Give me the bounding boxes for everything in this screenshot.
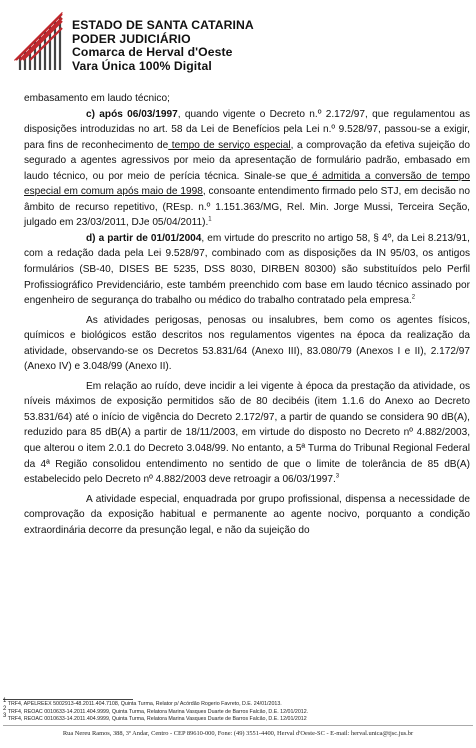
item-d-label: d) a partir de 01/01/2004: [86, 232, 202, 244]
footnote-divider: [3, 699, 133, 700]
page-footer: Rua Nereu Ramos, 388, 3º Andar, Centro - CEP 89610-000, Fone: (49) 3551-4400, Herval d'Oeste-SC - E-mail: herval.unica@tjsc.jus.br: [62, 730, 414, 737]
header-vara: Vara Única 100% Digital: [72, 59, 212, 74]
header-power: PODER JUDICIÁRIO: [72, 31, 191, 46]
paragraph-professional-group: A atividade especial, enquadrada por grupo profissional, dispensa a necessidade de comprovação da exposição habitual e permanente ao agente nocivo, porquanto a condição extraordinária decorre da presunção legal, e não da sujeição do: [24, 493, 470, 536]
paragraph-agents: As atividades perigosas, penosas ou insalubres, bem como os agentes físicos, químicos e biológicos estão descritos nos regulamentos vigentes na época da realização da atividade, observando-se os Decretos 53.831/64 (Anexo III), 83.080/79 (Anexos I e II), 2.172/97 (Anexo IV) e 3.048/99 (Anexo II).: [24, 314, 470, 373]
paragraph-0: embasamento em laudo técnico;: [24, 93, 170, 104]
document-header: [14, 12, 454, 82]
paragraph-item-d: d) a partir de 01/01/2004, em virtude do prescrito no artigo 58, § 4º, da Lei 8.213/91, com a redação dada pela Lei 9.528/97, combinado com as disposições da IN 95/03, os antigos formulários (SB-40, DISES BE 5235, DSS 8030, DIRBEN 80300) são substituídos pelo Perfil Profissiográfico Previdenciário, este também preenchido com base em laudo técnico assinado por engenheiro de segurança do trabalho ou médico do trabalho contratado pela empresa.$^2$: [24, 232, 470, 307]
footnote-ref-2: 2: [411, 294, 416, 301]
footer-divider: [3, 725, 473, 726]
footnotes: [3, 698, 473, 724]
header-state: ESTADO DE SANTA CATARINA: [72, 18, 254, 32]
court-logo-icon: [14, 12, 64, 72]
underline-tempo-especial: tempo de serviço especial: [168, 139, 291, 151]
paragraph-item-c: c) após 06/03/1997, quando vigente o Decreto n.º 2.172/97, que regulamentou as disposições introduzidas no art. 58 da Lei de Benefícios pela Lei n.º 9.528/97, passou-se a exigir, para fins de reconhecimento de tempo de serviço especial, a comprovação da efetiva sujeição do segurado a agentes agressivos por meio da apresentação de formulário padrão, embasado em laudo técnico, ou por meio de perícia técnica. Sinale-se que é admitida a conversão de tempo especial em comum após maio de 1998, consoante entendimento firmado pelo STJ, em decisão no âmbito de recurso repetitivo, (REsp. n.º 1.151.363/MG, Rel. Min. Jorge Mussi, Terceira Seção, julgado em 23/03/2011, DJe 05/04/2011).$^1$: [24, 108, 470, 229]
footnote-2: $^2$ TRF4, REOAC 0010633-14.2011.404.9999, Quinta Turma, Relatora Marina Vasques Duarte de Barros Falcão, D.E. 12/01/2012.: [3, 705, 309, 715]
paragraph-noise: Em relação ao ruído, deve incidir a lei vigente à época da prestação da atividade, os níveis máximos de exposição permitidos são de 80 decibéis (item 1.1.6 do Anexo ao Decreto 53.831/64) até o início de vigência do Decreto 2.172/97, a partir de quando se considera 90 dB(A), reduzido para 85 dB(A) a partir de 18/11/2003, em virtude do disposto no Decreto nº 4.882/2003, que alterou o item 2.0.1 do Decreto 3.048/99. No entanto, a 5ª Turma do Tribunal Regional Federal da 4ª Região consolidou entendimento no sentido de que o limite de tolerância de 85 dB(A) estabelecido pelo Decreto nº 4.882/2003 deve retroagir a 06/03/1997.$^3$: [24, 380, 470, 486]
footnote-1: $^1$ TRF4, APELREEX 5002913-48.2011.404.7108, Quinta Turma, Relator p/ Acórdão Rogerio Favreto, D.E. 24/01/2013.: [3, 698, 282, 707]
underline-conversao: é admitida a conversão de tempo especial em comum após maio de 1998: [24, 170, 470, 198]
item-c-label: c) após 06/03/1997: [86, 108, 178, 120]
footnote-ref-3: 3: [335, 473, 340, 480]
footnote-ref-1: 1: [208, 217, 212, 224]
header-comarca: Comarca de Herval d'Oeste: [72, 45, 233, 60]
footnote-3: $^3$ TRF4, REOAC 0010633-14.2011.404.9999, Quinta Turma, Relatora Marina Vasques Duarte de Barros Falcão, D.E. 12/01/2012: [3, 713, 307, 723]
document-body: [24, 91, 470, 538]
